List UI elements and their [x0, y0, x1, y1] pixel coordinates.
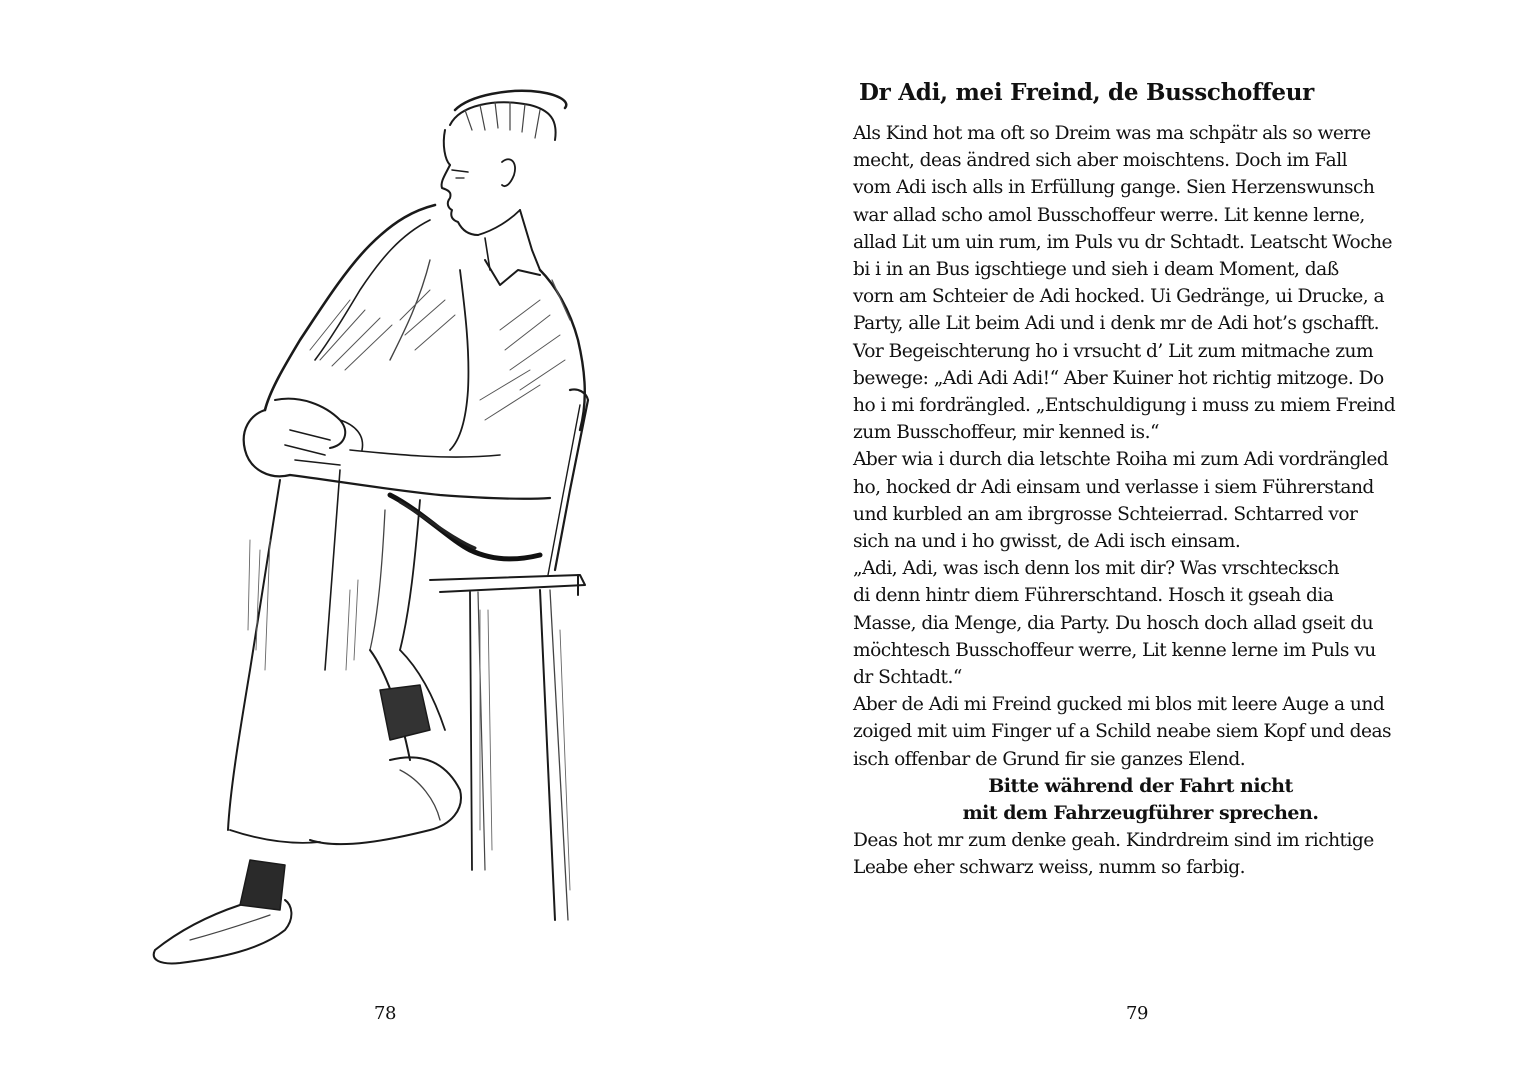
page-number-right: 79: [1126, 1003, 1148, 1024]
text-line: vom Adi isch alls in Erfüllung gange. Sien Herzenswunsch: [853, 176, 1375, 199]
text-line: dr Schtadt.“: [853, 666, 962, 689]
text-line: Deas hot mr zum denke geah. Kindrdreim sind im richtige: [853, 829, 1374, 852]
story-text: [853, 74, 1443, 882]
page-number-left: 78: [374, 1003, 396, 1024]
text-line: war allad scho amol Busschoffeur werre. Lit kenne lerne,: [853, 203, 1365, 226]
closing-paragraph: [853, 827, 1443, 881]
chapter-title: Dr Adi, mei Freind, de Busschoffeur: [858, 78, 1314, 106]
text-line: zoiged mit uim Finger uf a Schild neabe siem Kopf und deas: [853, 720, 1392, 743]
text-line: Als Kind hot ma oft so Dreim was ma schpätr als so werre: [853, 122, 1371, 144]
text-line: zum Busschoffeur, mir kenned is.“: [853, 421, 1159, 444]
text-line: ho, hocked dr Adi einsam und verlasse i siem Führerstand: [853, 475, 1374, 498]
text-line: Vor Begeischterung ho i vrsucht d’ Lit zum mitmache zum: [853, 339, 1374, 362]
text-line: Masse, dia Menge, dia Party. Du hosch doch allad gseit du: [853, 611, 1374, 634]
right-page: [761, 0, 1522, 1080]
text-line: Aber de Adi mi Freind gucked mi blos mit leere Auge a und: [853, 693, 1385, 716]
text-line: und kurbled an am ibrgrosse Schteierrad. Schtarred vor: [853, 502, 1358, 525]
bus-notice: [853, 773, 1443, 827]
text-line: Aber wia i durch dia letschte Roiha mi zum Adi vordrängled: [853, 448, 1389, 471]
text-line: di denn hintr diem Führerschtand. Hosch it gseah dia: [853, 584, 1334, 607]
text-line: allad Lit um uin rum, im Puls vu dr Schtadt. Leatscht Woche: [853, 230, 1393, 253]
text-line: ho i mi fordrängled. „Entschuldigung i muss zu miem Freind: [853, 394, 1396, 417]
text-line: Leabe eher schwarz weiss, numm so farbig.: [853, 856, 1245, 879]
text-line: bi i in an Bus igschtiege und sieh i deam Moment, daß: [853, 258, 1339, 281]
notice-line: Bitte während der Fahrt nicht: [988, 774, 1293, 797]
notice-line: mit dem Fahrzeugführer sprechen.: [962, 802, 1319, 825]
text-line: isch offenbar de Grund fir sie ganzes Elend.: [853, 747, 1246, 770]
story-paragraph: [853, 120, 1443, 773]
text-line: „Adi, Adi, was isch denn los mit dir? Was vrschtecksch: [853, 557, 1339, 580]
text-line: vorn am Schteier de Adi hocked. Ui Gedränge, ui Drucke, a: [853, 285, 1385, 308]
text-line: mecht, deas ändred sich aber moischtens. Doch im Fall: [853, 149, 1348, 172]
sketch-illustration: [100, 70, 660, 970]
text-line: bewege: „Adi Adi Adi!“ Aber Kuiner hot richtig mitzoge. Do: [853, 366, 1384, 389]
text-line: Party, alle Lit beim Adi und i denk mr de Adi hot’s gschafft.: [853, 312, 1380, 335]
text-line: sich na und i ho gwisst, de Adi isch einsam.: [853, 530, 1241, 553]
seated-man-sketch: [100, 70, 660, 970]
text-line: möchtesch Busschoffeur werre, Lit kenne lerne im Puls vu: [853, 638, 1376, 661]
